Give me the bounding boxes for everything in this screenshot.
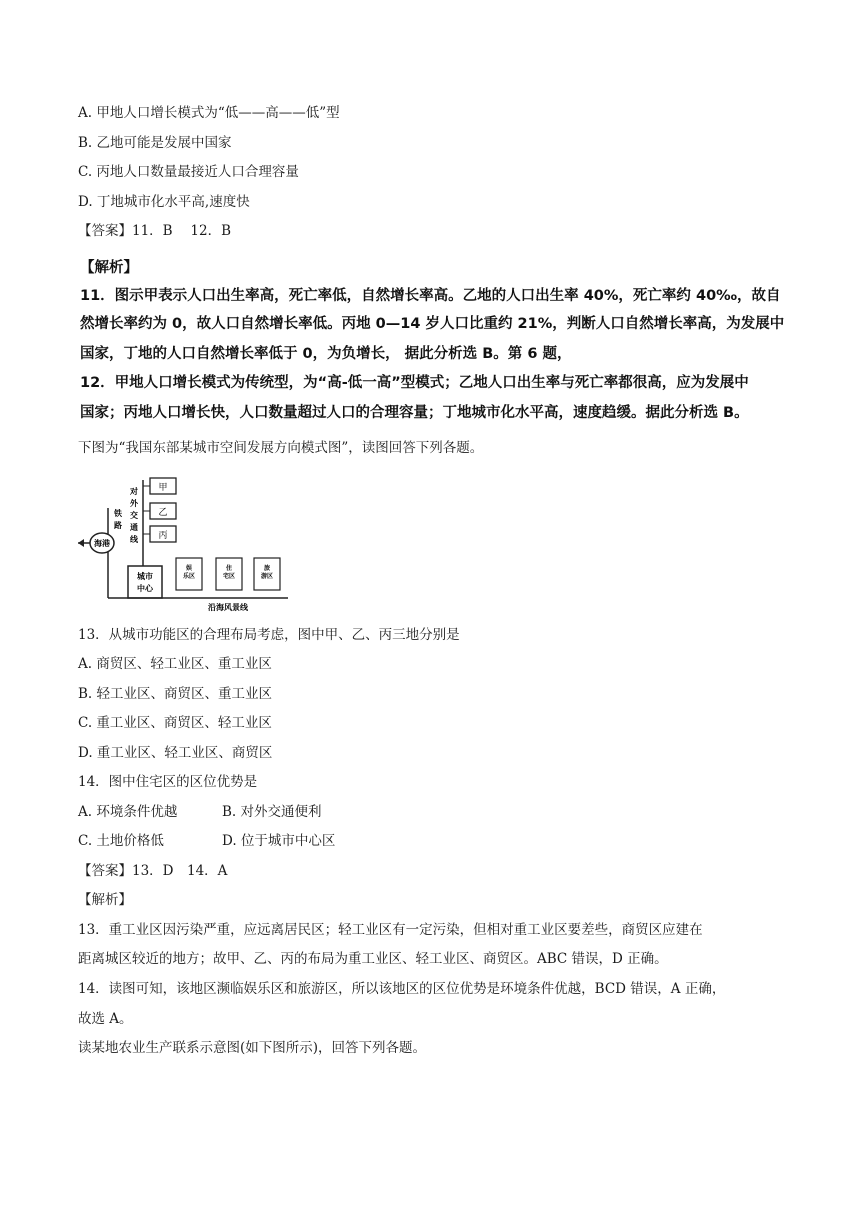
port-label: 海港 <box>94 539 110 548</box>
analysis-13-line-2: 距离城区较近的地方；故甲、乙、丙的布局为重工业区、轻工业区、商贸区。ABC 错误，D 正确。 <box>78 951 668 967</box>
city-center-label-1: 城市 <box>137 572 153 581</box>
rail-label-2: 路 <box>114 521 122 530</box>
svg-text:住: 住 <box>225 565 233 572</box>
q13-option-d: D. 重工业区、轻工业区、商贸区 <box>78 745 273 761</box>
analysis-11-line-3: 国家，丁地的人口自然增长率低于 0，为负增长， 据此分析选 B。第 6 题， <box>80 346 572 362</box>
transport-line-label: 对 <box>130 487 138 496</box>
analysis-heading: 【解析】 <box>80 260 138 276</box>
q14-option-a: A. 环境条件优越 <box>78 804 178 820</box>
svg-text:通: 通 <box>130 523 138 532</box>
city-center-box <box>128 566 162 598</box>
label-bing: 丙 <box>158 531 168 541</box>
svg-text:线: 线 <box>130 535 138 544</box>
option-b: B. 乙地可能是发展中国家 <box>78 135 232 151</box>
svg-text:乐区: 乐区 <box>182 573 196 580</box>
svg-text:游区: 游区 <box>260 573 274 580</box>
analysis-heading-2: 【解析】 <box>78 892 132 908</box>
analysis-11-line-1: 11．图示甲表示人口出生率高，死亡率低，自然增长率高。乙地的人口出生率 40%，死亡率约 40‰，故自 <box>80 288 781 304</box>
q14-option-c: C. 土地价格低 <box>78 833 164 849</box>
intro-13-14: 下图为“我国东部某城市空间发展方向模式图”，读图回答下列各题。 <box>78 440 484 456</box>
analysis-11-line-2: 然增长率约为 0，故人口自然增长率低。丙地 0—14 岁人口比重约 21%，判断人口自然增长率高，为发展中 <box>80 316 785 332</box>
q14-option-d: D. 位于城市中心区 <box>222 833 336 849</box>
q13-option-a: A. 商贸区、轻工业区、重工业区 <box>78 656 272 672</box>
svg-text:娱: 娱 <box>185 565 193 572</box>
q14-stem: 14．图中住宅区的区位优势是 <box>78 774 258 790</box>
coast-label: 沿海风景线 <box>208 603 248 612</box>
option-c: C. 丙地人口数量最接近人口合理容量 <box>78 164 299 180</box>
label-jia: 甲 <box>158 483 168 493</box>
analysis-12-line-2: 国家；丙地人口增长快，人口数量超过人口的合理容量；丁地城市化水平高，速度趋缓。据此分析选 B。 <box>80 405 749 421</box>
analysis-14-line-2: 故选 A。 <box>78 1011 133 1027</box>
answer-11-12: 【答案】11．B 12．B <box>78 223 231 239</box>
rail-label-1: 铁 <box>114 509 122 518</box>
analysis-13-line-1: 13．重工业区因污染严重，应远离居民区；轻工业区有一定污染，但相对重工业区要差些，商贸区应建在 <box>78 922 703 938</box>
city-layout-figure <box>78 466 298 614</box>
analysis-12-line-1: 12．甲地人口增长模式为传统型，为“高-低一高”型模式；乙地人口出生率与死亡率都很高，应为发展中 <box>80 375 749 391</box>
intro-next: 读某地农业生产联系示意图(如下图所示)，回答下列各题。 <box>78 1040 427 1056</box>
label-yi: 乙 <box>158 508 168 518</box>
svg-text:宅区: 宅区 <box>222 573 236 580</box>
answer-13-14: 【答案】13．D 14．A <box>78 863 228 879</box>
q13-option-c: C. 重工业区、商贸区、轻工业区 <box>78 715 272 731</box>
option-a: A. 甲地人口增长模式为“低——高——低”型 <box>78 105 340 121</box>
q13-option-b: B. 轻工业区、商贸区、重工业区 <box>78 686 273 702</box>
q13-stem: 13．从城市功能区的合理布局考虑，图中甲、乙、丙三地分别是 <box>78 627 460 643</box>
q14-option-b: B. 对外交通便利 <box>222 804 322 820</box>
svg-text:交: 交 <box>130 511 138 520</box>
city-center-label-2: 中心 <box>137 584 153 593</box>
svg-text:旅: 旅 <box>263 565 271 572</box>
svg-text:外: 外 <box>130 499 138 508</box>
analysis-14-line-1: 14．读图可知，该地区濒临娱乐区和旅游区，所以该地区的区位优势是环境条件优越，BCD 错误，A 正确， <box>78 981 726 997</box>
option-d: D. 丁地城市化水平高,速度快 <box>78 194 250 210</box>
